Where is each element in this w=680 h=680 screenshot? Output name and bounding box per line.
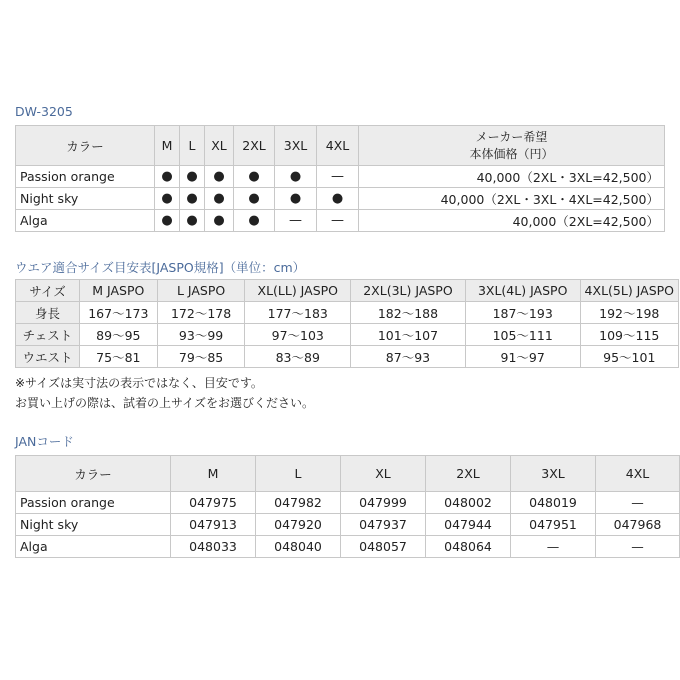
jan-header: XL [341, 456, 426, 492]
availability-mark: — [317, 166, 359, 188]
jan-code: — [596, 536, 680, 558]
size-header-m: M [155, 126, 180, 166]
jan-header: 3XL [511, 456, 596, 492]
price-value: 40,000（2XL=42,500） [359, 210, 665, 232]
color-name: Passion orange [16, 492, 171, 514]
availability-mark: ● [155, 166, 180, 188]
measure-label: ウエスト [16, 346, 80, 368]
size-chart-table [15, 279, 679, 368]
measure-value: 75〜81 [79, 346, 157, 368]
availability-mark: ● [275, 188, 317, 210]
availability-mark: ● [180, 210, 205, 232]
availability-mark: ● [155, 210, 180, 232]
jan-code: 048064 [426, 536, 511, 558]
measure-value: 93〜99 [157, 324, 245, 346]
table-row [16, 324, 679, 346]
jan-code: 048002 [426, 492, 511, 514]
jan-code: 047944 [426, 514, 511, 536]
measure-value: 79〜85 [157, 346, 245, 368]
measure-value: 177〜183 [245, 302, 351, 324]
color-name: Night sky [16, 188, 155, 210]
measure-value: 182〜188 [351, 302, 466, 324]
availability-mark: ● [234, 166, 275, 188]
size-header-4xl: 4XL [317, 126, 359, 166]
availability-mark: ● [234, 210, 275, 232]
measure-value: 167〜173 [79, 302, 157, 324]
price-table [15, 125, 665, 232]
availability-mark: — [317, 210, 359, 232]
jan-code: 048040 [256, 536, 341, 558]
table-row [16, 166, 665, 188]
table-row [16, 210, 665, 232]
jan-code: 047999 [341, 492, 426, 514]
measure-value: 101〜107 [351, 324, 466, 346]
product-code-title: DW-3205 [15, 104, 73, 119]
availability-mark: ● [275, 166, 317, 188]
size-chart-header: 4XL(5L) JASPO [580, 280, 678, 302]
jan-code: 048057 [341, 536, 426, 558]
jan-header: 2XL [426, 456, 511, 492]
measure-value: 97〜103 [245, 324, 351, 346]
price-header-line1: メーカー希望 [475, 129, 548, 144]
jan-code-title: JANコード [15, 434, 74, 449]
availability-mark: — [275, 210, 317, 232]
availability-mark: ● [180, 166, 205, 188]
size-chart-title: ウエア適合サイズ目安表[JASPO規格]（単位：cm） [15, 260, 306, 275]
jan-code: 047937 [341, 514, 426, 536]
jan-code: 047920 [256, 514, 341, 536]
color-name: Alga [16, 210, 155, 232]
measure-label: チェスト [16, 324, 80, 346]
measure-value: 187〜193 [465, 302, 580, 324]
jan-code: 047913 [171, 514, 256, 536]
jan-header: M [171, 456, 256, 492]
price-value: 40,000（2XL・3XL=42,500） [359, 166, 665, 188]
jan-header: 4XL [596, 456, 680, 492]
jan-code: — [596, 492, 680, 514]
size-header-l: L [180, 126, 205, 166]
price-value: 40,000（2XL・3XL・4XL=42,500） [359, 188, 665, 210]
jan-code: 047968 [596, 514, 680, 536]
size-note-2: お買い上げの際は、試着の上サイズをお選びください。 [15, 396, 315, 410]
measure-value: 87〜93 [351, 346, 466, 368]
availability-mark: ● [205, 166, 234, 188]
size-header-xl: XL [205, 126, 234, 166]
jan-code: 047951 [511, 514, 596, 536]
color-name: Alga [16, 536, 171, 558]
size-header-2xl: 2XL [234, 126, 275, 166]
availability-mark: ● [317, 188, 359, 210]
measure-value: 192〜198 [580, 302, 678, 324]
measure-label: 身長 [16, 302, 80, 324]
table-row [16, 346, 679, 368]
price-header-line2: 本体価格（円） [469, 146, 554, 161]
table-row [16, 492, 680, 514]
jan-code: 047975 [171, 492, 256, 514]
table-row [16, 536, 680, 558]
measure-value: 83〜89 [245, 346, 351, 368]
jan-code-table [15, 455, 680, 558]
measure-value: 172〜178 [157, 302, 245, 324]
jan-code: 047982 [256, 492, 341, 514]
table-row [16, 188, 665, 210]
availability-mark: ● [180, 188, 205, 210]
size-chart-header: 3XL(4L) JASPO [465, 280, 580, 302]
table-row [16, 514, 680, 536]
measure-value: 89〜95 [79, 324, 157, 346]
measure-value: 105〜111 [465, 324, 580, 346]
measure-value: 91〜97 [465, 346, 580, 368]
jan-code: 048019 [511, 492, 596, 514]
jan-code: 048033 [171, 536, 256, 558]
size-header-3xl: 3XL [275, 126, 317, 166]
color-name: Passion orange [16, 166, 155, 188]
size-chart-header: XL(LL) JASPO [245, 280, 351, 302]
measure-value: 95〜101 [580, 346, 678, 368]
size-chart-header: M JASPO [79, 280, 157, 302]
size-chart-header: サイズ [16, 280, 80, 302]
availability-mark: ● [205, 188, 234, 210]
jan-code: — [511, 536, 596, 558]
table-row [16, 302, 679, 324]
price-header [359, 126, 665, 166]
color-header: カラー [16, 126, 155, 166]
size-chart-header: 2XL(3L) JASPO [351, 280, 466, 302]
jan-header: カラー [16, 456, 171, 492]
color-name: Night sky [16, 514, 171, 536]
availability-mark: ● [205, 210, 234, 232]
measure-value: 109〜115 [580, 324, 678, 346]
availability-mark: ● [155, 188, 180, 210]
size-note-1: ※サイズは実寸法の表示ではなく、目安です。 [15, 376, 263, 390]
jan-header: L [256, 456, 341, 492]
availability-mark: ● [234, 188, 275, 210]
size-chart-header: L JASPO [157, 280, 245, 302]
